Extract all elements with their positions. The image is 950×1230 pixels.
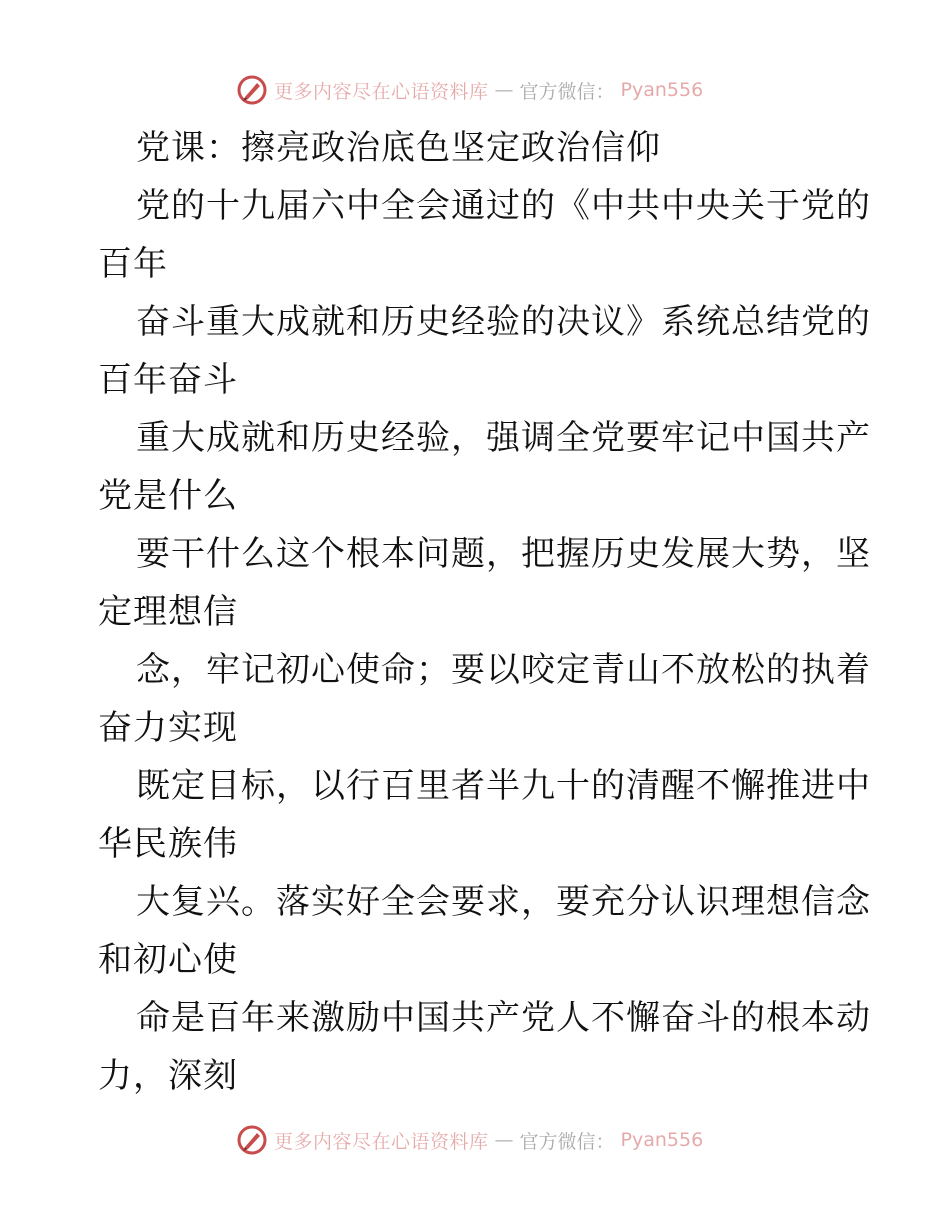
header-banner xyxy=(236,72,703,108)
paragraph-line: 党是什么 xyxy=(98,476,238,516)
paragraph-line: 党的十九届六中全会通过的《中共中央关于党的 xyxy=(136,186,871,226)
footer-banner xyxy=(236,1122,703,1158)
paragraph-line: 定理想信 xyxy=(98,592,238,632)
paragraph-line: 重大成就和历史经验，强调全党要牢记中国共产 xyxy=(136,418,871,458)
pen-logo-icon xyxy=(236,74,268,106)
banner-wechat-label: 官方微信： xyxy=(519,1130,615,1153)
banner-wechat-id: Pyan556 xyxy=(620,79,704,101)
banner-wechat-id: Pyan556 xyxy=(620,1129,704,1151)
paragraph-line: 大复兴。落实好全会要求，要充分认识理想信念 xyxy=(136,882,871,922)
banner-separator: — xyxy=(494,1129,514,1151)
paragraph-line: 百年 xyxy=(98,244,168,284)
banner-main-text: 更多内容尽在心语资料库 xyxy=(274,80,489,103)
banner-separator: — xyxy=(494,79,514,101)
paragraph-line: 念，牢记初心使命；要以咬定青山不放松的执着 xyxy=(136,650,871,690)
banner-wechat-label: 官方微信： xyxy=(519,80,615,103)
paragraph-line: 既定目标，以行百里者半九十的清醒不懈推进中 xyxy=(136,766,871,806)
banner-main-text: 更多内容尽在心语资料库 xyxy=(274,1130,489,1153)
paragraph-line: 百年奋斗 xyxy=(98,360,238,400)
paragraph-line: 华民族伟 xyxy=(98,824,238,864)
paragraph-line: 奋斗重大成就和历史经验的决议》系统总结党的 xyxy=(136,302,871,342)
pen-logo-icon xyxy=(236,1124,268,1156)
paragraph-line: 和初心使 xyxy=(98,940,238,980)
paragraph-line: 要干什么这个根本问题，把握历史发展大势，坚 xyxy=(136,534,871,574)
document-title: 党课：擦亮政治底色坚定政治信仰 xyxy=(136,128,661,168)
paragraph-line: 力，深刻 xyxy=(98,1056,238,1096)
paragraph-line: 命是百年来激励中国共产党人不懈奋斗的根本动 xyxy=(136,998,871,1038)
paragraph-line: 奋力实现 xyxy=(98,708,238,748)
